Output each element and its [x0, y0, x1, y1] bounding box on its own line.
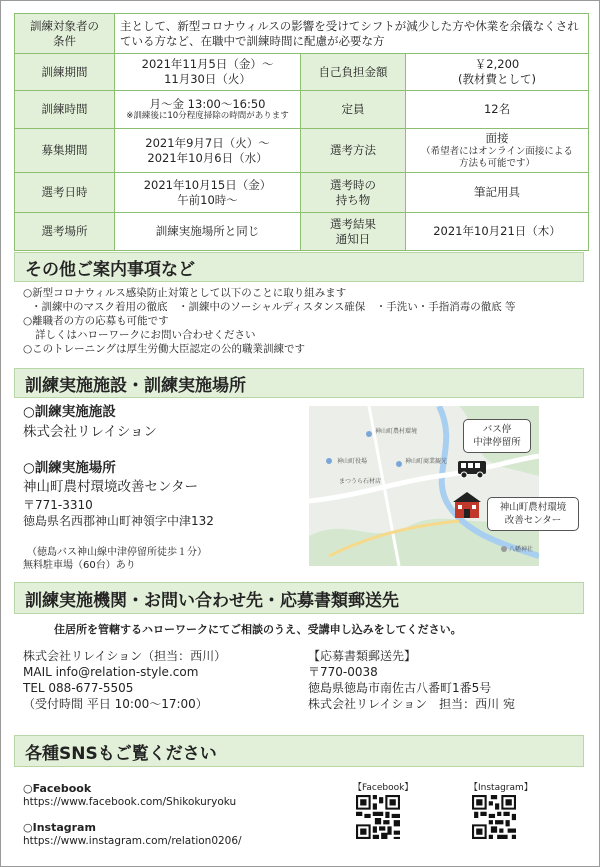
table-row	[15, 14, 589, 54]
access-note: （徳島バス神山線中津停留所徒歩１分）	[27, 547, 207, 558]
value-line: 面接	[485, 130, 509, 145]
contact-notice: 住居所を管轄するハローワークにてご相談のうえ、受講申し込みをしてください。	[54, 623, 462, 636]
cost-label: 自己負担金額	[301, 54, 406, 91]
instagram-link[interactable]: https://www.instagram.com/relation0206/	[23, 835, 242, 847]
capacity-label: 定員	[301, 91, 406, 129]
target-value: 主として、新型コロナウィルスの影響を受けてシフトが減少した方や休業を余儀なくされている方など、在職中で訓練時間に配慮が必要な方	[115, 14, 589, 54]
bus-icon	[457, 459, 487, 479]
instagram-heading: ○Instagram	[23, 821, 96, 834]
contact-hours: （受付時間 平日 10:00～17:00）	[23, 697, 208, 711]
other-line: ○このトレーニングは厚生労働大臣認定の公的職業訓練です	[23, 343, 305, 355]
callout-line: バス停	[482, 424, 512, 435]
method-note: （希望者にはオンライン面接による	[421, 145, 573, 157]
label-line: 選考結果	[330, 216, 376, 231]
recruit-value	[115, 129, 301, 173]
hours-note: ※訓練後に10分程度掃除の時間があります	[126, 111, 289, 122]
other-line: ・訓練中のマスク着用の徹底 ・訓練中のソーシャルディスタンス確保 ・手洗い・手指消毒の徹底 等	[31, 301, 516, 313]
center-callout	[487, 497, 579, 531]
callout-line: 改善センター	[504, 515, 562, 526]
map-label: まつうら石材店	[339, 478, 382, 485]
method-value	[406, 129, 589, 173]
label-line: 選考時の	[330, 177, 376, 192]
mail-heading: 【応募書類郵送先】	[308, 649, 417, 663]
place-postal: 〒771-3310	[23, 498, 93, 512]
map-label: 神山町役場	[337, 458, 368, 465]
label-line: 通知日	[335, 231, 371, 246]
value-line: 11月30日（火）	[164, 72, 251, 86]
table-row	[15, 54, 589, 91]
other-line: ○離職者の方の応募も可能です	[23, 315, 169, 327]
period-label: 訓練期間	[15, 54, 115, 91]
building-icon	[452, 491, 482, 519]
bus-stop-callout	[463, 419, 531, 453]
exam-date-label: 選考日時	[15, 173, 115, 213]
instagram-qr-label: 【Instagram】	[469, 783, 533, 793]
mail-address: 徳島県徳島市南佐古八番町1番5号	[308, 681, 492, 695]
callout-line: 中津停留所	[473, 437, 521, 448]
contact-title: 訓練実施機関・お問い合わせ先・応募書類郵送先	[14, 582, 584, 614]
parking-note: 無料駐車場（60台）あり	[23, 560, 136, 571]
method-label: 選考方法	[301, 129, 406, 173]
place-label: 選考場所	[15, 213, 115, 251]
place-value: 訓練実施場所と同じ	[115, 213, 301, 251]
capacity-value: 12名	[406, 91, 589, 129]
course-info-table	[14, 13, 589, 251]
value-line: 2021年9月7日（火）～	[145, 135, 270, 150]
contact-phone: TEL 088-677-5505	[23, 681, 134, 695]
label-line: 持ち物	[335, 192, 371, 207]
mail-postal: 〒770-0038	[308, 665, 378, 679]
callout-line: 神山町農村環境	[499, 502, 567, 513]
method-note: 方法も可能です）	[459, 157, 536, 169]
hours-value	[115, 91, 301, 129]
map-label: 神山町商業観光	[405, 458, 448, 465]
value-line: 月～金 13:00～16:50	[149, 96, 266, 111]
facility-title: 訓練実施施設・訓練実施場所	[14, 368, 584, 398]
cost-value	[406, 54, 589, 91]
items-label	[301, 173, 406, 213]
map-label: 神山町農村環境	[375, 428, 418, 435]
instagram-qr-icon[interactable]	[472, 795, 516, 839]
other-line: 詳しくはハローワークにお問い合わせください	[35, 329, 256, 341]
exam-date-value	[115, 173, 301, 213]
period-value	[115, 54, 301, 91]
table-row	[15, 213, 589, 251]
facility-name: 株式会社リレイション	[23, 424, 158, 440]
hours-label: 訓練時間	[15, 91, 115, 129]
result-value: 2021年10月21日（木）	[406, 213, 589, 251]
place-name: 神山町農村環境改善センター	[23, 479, 198, 495]
place-address: 徳島県名西郡神山町神領字中津132	[23, 514, 214, 528]
value-line: 2021年10月15日（金）	[143, 177, 272, 192]
other-line: ○新型コロナウィルス感染防止対策として以下のことに取り組みます	[23, 287, 347, 299]
label-line: 訓練対象者の	[30, 18, 99, 33]
facebook-qr-icon[interactable]	[356, 795, 400, 839]
facebook-heading: ○Facebook	[23, 782, 92, 795]
contact-left-line: 株式会社リレイション（担当：西川）	[23, 649, 227, 663]
value-line: (教材費として)	[458, 72, 536, 86]
label-line: 条件	[53, 33, 76, 48]
facebook-qr-label: 【Facebook】	[353, 783, 414, 793]
items-value: 筆記用具	[406, 173, 589, 213]
value-line: 2021年10月6日（水）	[147, 150, 268, 165]
table-row	[15, 173, 589, 213]
facility-heading: ○訓練実施施設	[23, 404, 116, 420]
recruit-label: 募集期間	[15, 129, 115, 173]
table-row	[15, 129, 589, 173]
facebook-link[interactable]: https://www.facebook.com/Shikokuryoku	[23, 796, 237, 808]
result-label	[301, 213, 406, 251]
value-line: 2021年11月5日（金）～	[141, 57, 274, 72]
other-info-title: その他ご案内事項など	[14, 252, 584, 282]
sns-title: 各種SNSもご覧ください	[14, 735, 584, 767]
map-label: 八幡神社	[509, 546, 534, 553]
value-line: ￥2,200	[474, 57, 520, 72]
contact-email[interactable]: MAIL info@relation-style.com	[23, 665, 199, 679]
mail-recipient: 株式会社リレイション 担当：西川 宛	[308, 697, 515, 711]
place-heading: ○訓練実施場所	[23, 460, 116, 476]
table-row	[15, 91, 589, 129]
value-line: 午前10時～	[177, 192, 238, 207]
target-label	[15, 14, 115, 54]
